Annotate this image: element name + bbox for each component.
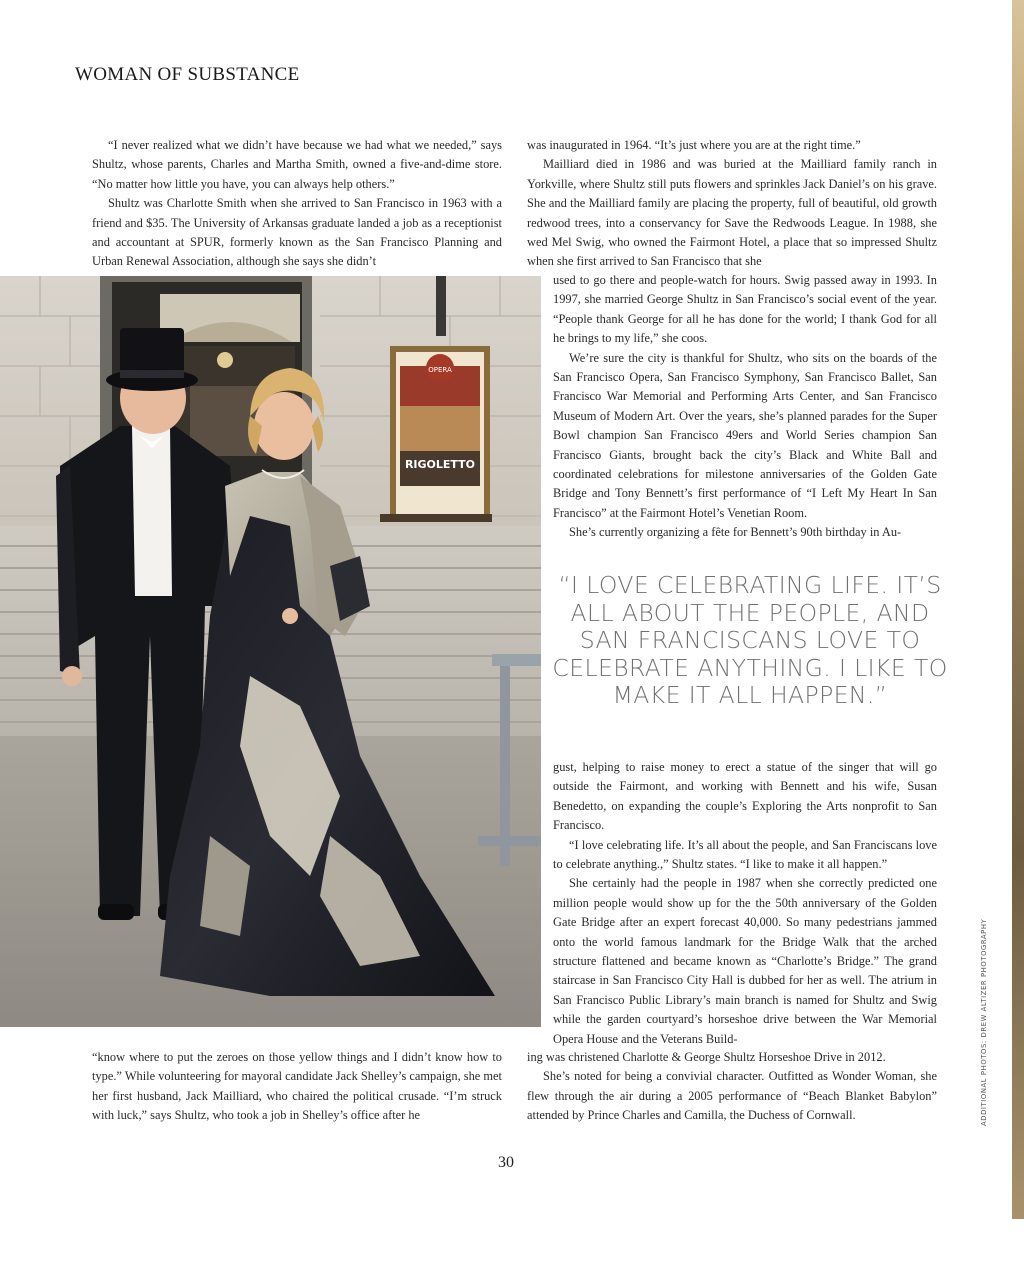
section-title: WOMAN OF SUBSTANCE [75, 64, 300, 85]
pull-quote: “I LOVE CELEBRATING LIFE. IT’S ALL ABOUT THE PEOPLE, AND SAN FRANCISCANS LOVE TO CELEBRATE ANYTHING. I LIKE TO MAKE IT ALL HAPPEN.” [552, 571, 948, 709]
paragraph: used to go there and people-watch for hours. Swig passed away in 1993. In 1997, she married George Shultz in San Francisco’s social event of the year. “People thank George for all he has done for the world; I thank God for all he brings to my life,” she coos. [553, 273, 937, 346]
paragraph: We’re sure the city is thankful for Shultz, who sits on the boards of the San Francisco Opera, San Francisco Symphony, San Francisco Ballet, San Francisco War Memorial and Performing Arts Center, and San Francisco Museum of Modern Art. Over the years, she’s planned parades for the Super Bowl champion San Francisco 49ers and World Series champion San Francisco Giants, brought back the city’s Black and White Ball and coordinated celebrations for milestone anniversaries of the Golden Gate Bridge and Tony Bennett’s first performance of “I Left My Heart In San Francisco” at the Fairmont Hotel’s Venetian Room. [553, 350, 937, 520]
right-column-lower [553, 758, 937, 1049]
left-column-top [92, 136, 502, 272]
right-column-top [527, 136, 937, 272]
right-column-mid [553, 271, 937, 543]
right-column-bottom [527, 1048, 937, 1126]
paragraph: gust, helping to raise money to erect a statue of the singer that will go outside the Fairmont, and working with Bennett and his wife, Susan Benedetto, on expanding the couple’s Exploring the Arts nonprofit to San Francisco. [553, 760, 937, 833]
facing-page-edge [1012, 0, 1024, 1219]
paragraph: “know where to put the zeroes on those yellow things and I didn’t know how to type.” While volunteering for mayoral candidate Jack Shelley’s campaign, she met her first husband, Jack Mailliard, who chaired the political crusade. “I’m struck with luck,” says Shultz, who took a job in Shelley’s office after he [92, 1050, 502, 1123]
photo-illustration [0, 276, 541, 1027]
left-column-bottom [92, 1048, 502, 1126]
paragraph: Mailliard died in 1986 and was buried at the Mailliard family ranch in Yorkville, where Shultz still puts flowers and sprinkles Jack Daniel’s on his grave. She and the Mailliard family are placing the property, full of beautiful, old growth redwood trees, into a conservancy for Save the Redwoods League. In 1988, she wed Mel Swig, who owned the Fairmont Hotel, a place that so impressed Shultz when she first arrived to San Francisco that she [527, 157, 937, 269]
photo-credit: ADDITIONAL PHOTOS: DREW ALTIZER PHOTOGRAPHY [980, 918, 988, 1126]
paragraph: “I love celebrating life. It’s all about the people, and San Franciscans love to celebrate anything.,” Shultz states. “I like to make it all happen.” [553, 837, 937, 872]
photo-caption: George Shultz and Charlotte Mailliard Shultz at San Francisco Opera Ball 2012 [84, 1278, 399, 1288]
page-number: 30 [498, 1154, 514, 1171]
paragraph: was inaugurated in 1964. “It’s just where you are at the right time.” [527, 138, 861, 152]
paragraph: She’s noted for being a convivial character. Outfitted as Wonder Woman, she flew through the air during a 2005 performance of “Beach Blanket Babylon” attended by Prince Charles and Camilla, the Duchess of Cornwall. [527, 1069, 937, 1123]
paragraph: Shultz was Charlotte Smith when she arrived to San Francisco in 1963 with a friend and $35. The University of Arkansas graduate landed a job as a receptionist and accountant at SPUR, formerly known as the San Francisco Planning and Urban Renewal Association, although she says she didn’t [92, 196, 502, 269]
poster-title-text: RIGOLETTO [404, 458, 476, 471]
paragraph: ing was christened Charlotte & George Shultz Horseshoe Drive in 2012. [527, 1050, 886, 1064]
paragraph: She certainly had the people in 1987 when she correctly predicted one million people would show up for the the 50th anniversary of the Golden Gate Bridge after an expert forecast 40,000. So many pedestrians jammed onto the world famous landmark for the Bridge Walk that the arched structure flattened and became known as “Charlotte’s Bridge.” The grand staircase in San Francisco City Hall is dubbed for her as well. The atrium in San Francisco Public Library’s main branch is named for Shultz and Swig while the garden courtyard’s horseshoe drive between the War Memorial Opera House and the Veterans Build- [553, 876, 937, 1046]
paragraph: “I never realized what we didn’t have because we had what we needed,” says Shultz, whose parents, Charles and Martha Smith, owned a five-and-dime store. “No matter how little you have, you can always help others.” [92, 138, 502, 191]
poster-top-text: OPERA [428, 366, 452, 374]
paragraph: She’s currently organizing a fête for Bennett’s 90th birthday in Au- [569, 525, 902, 540]
